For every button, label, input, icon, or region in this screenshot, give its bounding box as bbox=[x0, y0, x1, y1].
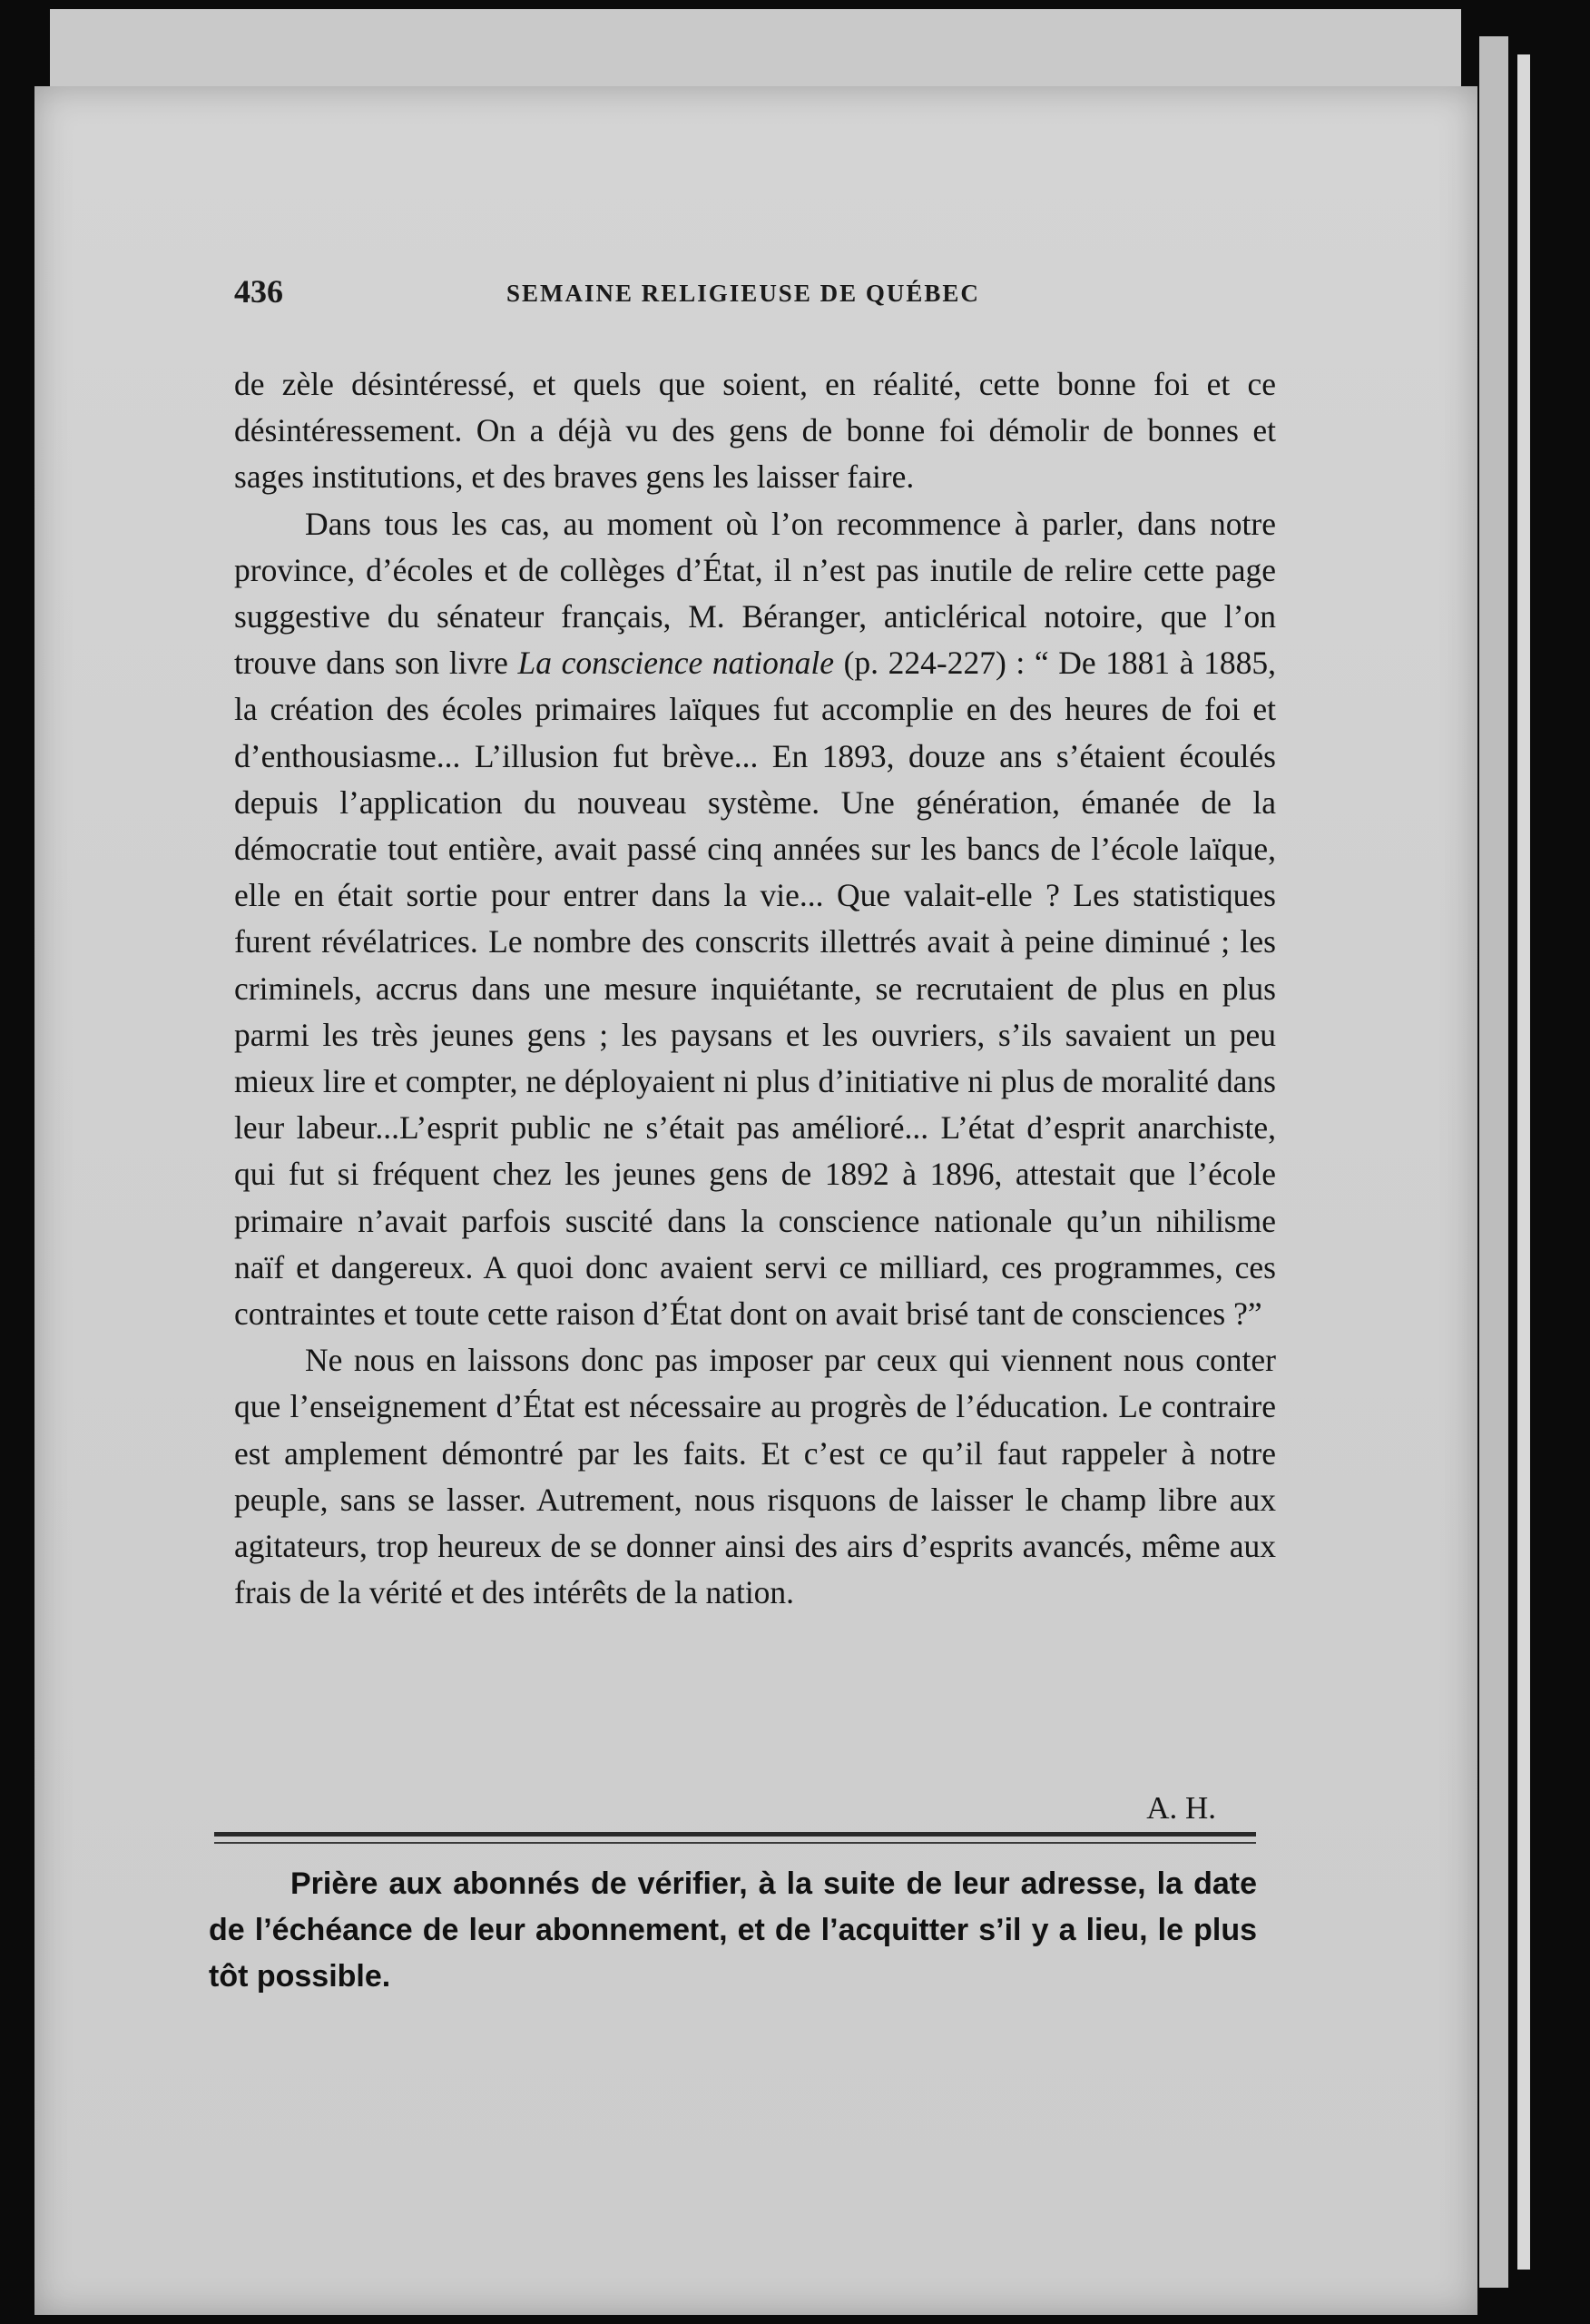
subscriber-notice bbox=[209, 1861, 1257, 2000]
notice-text: Prière aux abonnés de vérifier, à la suite de leur adresse, la date de l’échéance de leur abonnement, et de l’acquitter s’il y a lieu, le plus tôt possible. bbox=[209, 1866, 1257, 1994]
author-signature: A. H. bbox=[1146, 1790, 1216, 1826]
paragraph-2 bbox=[234, 501, 1276, 1338]
paragraph-3: Ne nous en laissons donc pas imposer par ceux qui viennent nous conter que l’enseignement d’État est nécessaire au progrès de l’éducation. Le contraire est amplement démontré par les faits. Et c’est ce qu’il faut rappeler à notre peuple, sans se lasser. Autrement, nous risquons de laisser le champ libre aux agitateurs, trop heureux de se donner ainsi des airs d’esprits avancés, même aux frais de la vérité et des intérêts de la nation. bbox=[234, 1342, 1276, 1611]
paragraph-2-text-a: Dans tous les cas, au moment où l’on recommence à parler, dans notre province, d’écoles et de collèges d’État, il n’est pas inutile de relire cette page suggestive du sénateur français, M. Béranger, anticlérical notoire, que l’on trouve dans son livre bbox=[234, 505, 1276, 682]
divider-rule-thick bbox=[214, 1832, 1256, 1837]
article-body bbox=[234, 361, 1276, 1616]
page-header bbox=[234, 272, 1278, 327]
running-title: SEMAINE RELIGIEUSE DE QUÉBEC bbox=[506, 280, 980, 307]
adjacent-page-edge bbox=[1479, 36, 1508, 2288]
paragraph-1: de zèle désintéressé, et quels que soient, en réalité, cette bonne foi et ce désintéressement. On a déjà vu des gens de bonne foi démolir de bonnes et sages institutions, et des braves gens les laisser faire. bbox=[234, 366, 1276, 496]
paragraph-2-text-b: (p. 224-227) : “ De 1881 à 1885, la création des écoles primaires laïques fut accomplie en des heures de foi et d’enthousiasme... L’illusion fut brève... En 1893, douze ans s’étaient écoulés depuis l’application du nouveau système. Une génération, émanée de la démocratie tout entière, avait passé cinq années sur les bancs de l’école laïque, elle en était sortie pour entrer dans la vie... Que valait-elle ? Les statistiques furent révélatrices. Le nombre des conscrits illettrés avait à peine diminué ; les criminels, accrus dans une mesure inquiétante, se recrutaient de plus en plus parmi les très jeunes gens ; les paysans et les ouvriers, s’ils savaient un peu mieux lire et compter, ne déployaient ni plus d’initiative ni plus de moralité dans leur labeur...L’esprit public ne s’était pas amélioré... L’état d’esprit anarchiste, qui fut si fréquent chez les jeunes gens de 1892 à 1896, attestait que l’école primaire n’avait parfois suscité dans la conscience nationale qu’un nihilisme naïf et dangereux. A quoi donc avaient servi ce milliard, ces programmes, ces contraintes et toute cette raison d’État dont on avait brisé tant de consciences ?” bbox=[234, 645, 1276, 1333]
book-title: La conscience nationale bbox=[517, 645, 835, 682]
page-number: 436 bbox=[234, 273, 283, 310]
divider-rule-thin bbox=[214, 1842, 1256, 1844]
adjacent-page-sliver bbox=[1517, 54, 1530, 2270]
